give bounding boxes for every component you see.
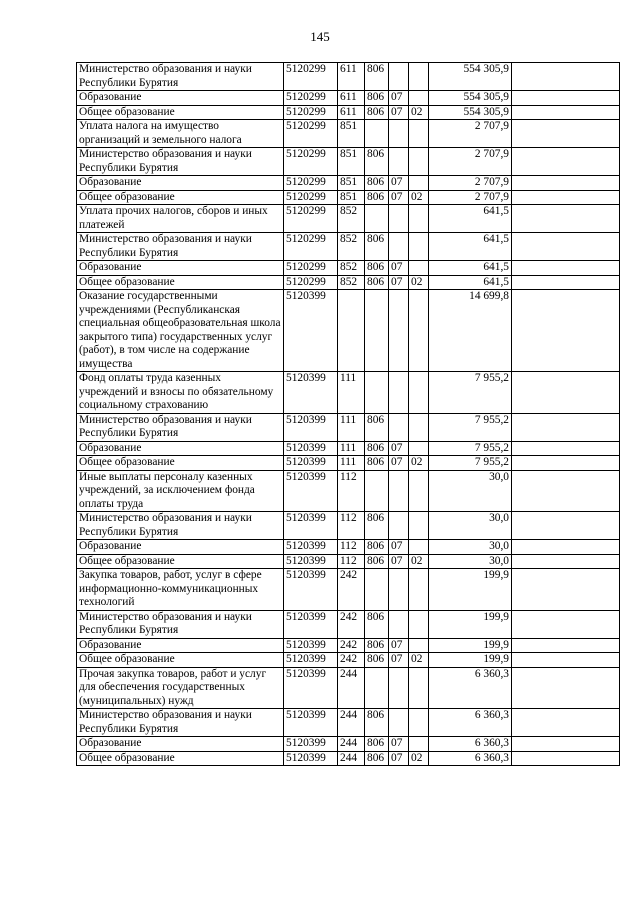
amount-cell: 2 707,9 <box>429 176 512 191</box>
section-cell <box>389 148 409 176</box>
subsection-cell <box>409 540 429 555</box>
section-cell <box>389 667 409 709</box>
department-code-cell <box>365 470 389 512</box>
amount-cell: 199,9 <box>429 653 512 668</box>
row-name-cell: Общее образование <box>77 554 284 569</box>
expense-type-cell: 852 <box>338 205 365 233</box>
row-name-cell: Общее образование <box>77 275 284 290</box>
target-article-cell: 5120299 <box>284 176 338 191</box>
amount-cell: 30,0 <box>429 470 512 512</box>
table-row <box>77 470 620 512</box>
amount-cell: 641,5 <box>429 233 512 261</box>
row-name-cell: Образование <box>77 176 284 191</box>
department-code-cell: 806 <box>365 653 389 668</box>
section-cell <box>389 610 409 638</box>
department-code-cell <box>365 569 389 611</box>
empty-cell <box>512 105 620 120</box>
subsection-cell <box>409 290 429 372</box>
amount-cell: 30,0 <box>429 512 512 540</box>
empty-cell <box>512 91 620 106</box>
table-row <box>77 667 620 709</box>
department-code-cell <box>365 290 389 372</box>
empty-cell <box>512 653 620 668</box>
department-code-cell: 806 <box>365 91 389 106</box>
department-code-cell: 806 <box>365 456 389 471</box>
amount-cell: 554 305,9 <box>429 105 512 120</box>
table-row <box>77 512 620 540</box>
row-name-cell: Прочая закупка товаров, работ и услуг для обеспечения государственных (муниципальных) нужд <box>77 667 284 709</box>
department-code-cell: 806 <box>365 751 389 766</box>
subsection-cell <box>409 512 429 540</box>
department-code-cell <box>365 120 389 148</box>
department-code-cell: 806 <box>365 610 389 638</box>
subsection-cell <box>409 569 429 611</box>
expense-type-cell: 852 <box>338 275 365 290</box>
target-article-cell: 5120299 <box>284 105 338 120</box>
subsection-cell <box>409 709 429 737</box>
row-name-cell: Министерство образования и науки Республики Бурятия <box>77 709 284 737</box>
empty-cell <box>512 372 620 414</box>
department-code-cell: 806 <box>365 540 389 555</box>
department-code-cell: 806 <box>365 63 389 91</box>
amount-cell: 7 955,2 <box>429 456 512 471</box>
row-name-cell: Образование <box>77 261 284 276</box>
table-row <box>77 190 620 205</box>
table-row <box>77 63 620 91</box>
section-cell <box>389 290 409 372</box>
table-row <box>77 610 620 638</box>
target-article-cell: 5120299 <box>284 275 338 290</box>
target-article-cell: 5120399 <box>284 610 338 638</box>
department-code-cell: 806 <box>365 261 389 276</box>
empty-cell <box>512 610 620 638</box>
expense-type-cell: 111 <box>338 413 365 441</box>
row-name-cell: Министерство образования и науки Республики Бурятия <box>77 233 284 261</box>
target-article-cell: 5120399 <box>284 540 338 555</box>
target-article-cell: 5120399 <box>284 667 338 709</box>
section-cell <box>389 63 409 91</box>
row-name-cell: Общее образование <box>77 653 284 668</box>
amount-cell: 554 305,9 <box>429 63 512 91</box>
expense-type-cell: 242 <box>338 653 365 668</box>
table-row <box>77 275 620 290</box>
expense-type-cell: 112 <box>338 470 365 512</box>
expense-type-cell: 851 <box>338 190 365 205</box>
table-row <box>77 737 620 752</box>
empty-cell <box>512 540 620 555</box>
target-article-cell: 5120399 <box>284 512 338 540</box>
amount-cell: 199,9 <box>429 610 512 638</box>
empty-cell <box>512 638 620 653</box>
department-code-cell <box>365 205 389 233</box>
table-row <box>77 176 620 191</box>
row-name-cell: Общее образование <box>77 456 284 471</box>
table-row <box>77 120 620 148</box>
expense-type-cell: 852 <box>338 261 365 276</box>
section-cell: 07 <box>389 261 409 276</box>
table-row <box>77 205 620 233</box>
section-cell <box>389 709 409 737</box>
table-row <box>77 261 620 276</box>
expense-type-cell: 244 <box>338 737 365 752</box>
target-article-cell: 5120399 <box>284 751 338 766</box>
expense-type-cell: 611 <box>338 91 365 106</box>
table-row <box>77 290 620 372</box>
row-name-cell: Иные выплаты персоналу казенных учреждений, за исключением фонда оплаты труда <box>77 470 284 512</box>
empty-cell <box>512 667 620 709</box>
department-code-cell: 806 <box>365 737 389 752</box>
table-row <box>77 441 620 456</box>
budget-table <box>76 62 620 766</box>
target-article-cell: 5120399 <box>284 372 338 414</box>
row-name-cell: Уплата налога на имущество организаций и земельного налога <box>77 120 284 148</box>
section-cell: 07 <box>389 91 409 106</box>
amount-cell: 7 955,2 <box>429 372 512 414</box>
section-cell <box>389 470 409 512</box>
subsection-cell: 02 <box>409 105 429 120</box>
expense-type-cell: 112 <box>338 540 365 555</box>
amount-cell: 6 360,3 <box>429 709 512 737</box>
target-article-cell: 5120299 <box>284 63 338 91</box>
department-code-cell: 806 <box>365 148 389 176</box>
department-code-cell <box>365 372 389 414</box>
subsection-cell <box>409 610 429 638</box>
row-name-cell: Образование <box>77 441 284 456</box>
amount-cell: 30,0 <box>429 540 512 555</box>
row-name-cell: Образование <box>77 737 284 752</box>
table-row <box>77 653 620 668</box>
amount-cell: 2 707,9 <box>429 120 512 148</box>
subsection-cell <box>409 176 429 191</box>
section-cell: 07 <box>389 751 409 766</box>
empty-cell <box>512 148 620 176</box>
target-article-cell: 5120399 <box>284 290 338 372</box>
expense-type-cell: 244 <box>338 667 365 709</box>
target-article-cell: 5120399 <box>284 709 338 737</box>
target-article-cell: 5120399 <box>284 737 338 752</box>
table-row <box>77 372 620 414</box>
expense-type-cell: 242 <box>338 569 365 611</box>
section-cell <box>389 120 409 148</box>
subsection-cell: 02 <box>409 554 429 569</box>
amount-cell: 6 360,3 <box>429 751 512 766</box>
section-cell: 07 <box>389 554 409 569</box>
section-cell: 07 <box>389 190 409 205</box>
amount-cell: 7 955,2 <box>429 413 512 441</box>
amount-cell: 641,5 <box>429 275 512 290</box>
section-cell <box>389 205 409 233</box>
empty-cell <box>512 120 620 148</box>
target-article-cell: 5120299 <box>284 120 338 148</box>
section-cell <box>389 372 409 414</box>
row-name-cell: Образование <box>77 638 284 653</box>
subsection-cell <box>409 120 429 148</box>
target-article-cell: 5120299 <box>284 148 338 176</box>
target-article-cell: 5120299 <box>284 205 338 233</box>
row-name-cell: Министерство образования и науки Республики Бурятия <box>77 148 284 176</box>
section-cell: 07 <box>389 456 409 471</box>
subsection-cell: 02 <box>409 653 429 668</box>
row-name-cell: Министерство образования и науки Республики Бурятия <box>77 413 284 441</box>
department-code-cell: 806 <box>365 233 389 261</box>
expense-type-cell: 244 <box>338 709 365 737</box>
empty-cell <box>512 441 620 456</box>
row-name-cell: Общее образование <box>77 105 284 120</box>
subsection-cell <box>409 638 429 653</box>
subsection-cell <box>409 148 429 176</box>
target-article-cell: 5120299 <box>284 91 338 106</box>
empty-cell <box>512 190 620 205</box>
empty-cell <box>512 176 620 191</box>
row-name-cell: Министерство образования и науки Республики Бурятия <box>77 63 284 91</box>
empty-cell <box>512 737 620 752</box>
table-row <box>77 638 620 653</box>
section-cell: 07 <box>389 653 409 668</box>
expense-type-cell: 112 <box>338 512 365 540</box>
row-name-cell: Образование <box>77 91 284 106</box>
target-article-cell: 5120399 <box>284 569 338 611</box>
target-article-cell: 5120399 <box>284 413 338 441</box>
table-row <box>77 540 620 555</box>
empty-cell <box>512 512 620 540</box>
empty-cell <box>512 290 620 372</box>
amount-cell: 14 699,8 <box>429 290 512 372</box>
expense-type-cell: 851 <box>338 176 365 191</box>
subsection-cell: 02 <box>409 190 429 205</box>
department-code-cell: 806 <box>365 413 389 441</box>
section-cell: 07 <box>389 638 409 653</box>
section-cell: 07 <box>389 105 409 120</box>
amount-cell: 2 707,9 <box>429 148 512 176</box>
empty-cell <box>512 569 620 611</box>
subsection-cell <box>409 441 429 456</box>
section-cell <box>389 233 409 261</box>
empty-cell <box>512 470 620 512</box>
target-article-cell: 5120399 <box>284 470 338 512</box>
amount-cell: 199,9 <box>429 638 512 653</box>
target-article-cell: 5120399 <box>284 554 338 569</box>
row-name-cell: Министерство образования и науки Республики Бурятия <box>77 610 284 638</box>
subsection-cell <box>409 372 429 414</box>
department-code-cell: 806 <box>365 176 389 191</box>
department-code-cell: 806 <box>365 275 389 290</box>
row-name-cell: Оказание государственными учреждениями (Республиканская специальная общеобразовательная школа закрытого типа) государственных услуг (работ), в том числе на содержание имущества <box>77 290 284 372</box>
department-code-cell: 806 <box>365 441 389 456</box>
table-row <box>77 569 620 611</box>
target-article-cell: 5120299 <box>284 233 338 261</box>
expense-type-cell: 112 <box>338 554 365 569</box>
expense-type-cell: 611 <box>338 63 365 91</box>
expense-type-cell: 851 <box>338 148 365 176</box>
section-cell: 07 <box>389 176 409 191</box>
department-code-cell: 806 <box>365 709 389 737</box>
amount-cell: 199,9 <box>429 569 512 611</box>
expense-type-cell: 852 <box>338 233 365 261</box>
subsection-cell: 02 <box>409 275 429 290</box>
empty-cell <box>512 456 620 471</box>
subsection-cell <box>409 63 429 91</box>
subsection-cell: 02 <box>409 456 429 471</box>
department-code-cell: 806 <box>365 638 389 653</box>
row-name-cell: Фонд оплаты труда казенных учреждений и взносы по обязательному социальному страхованию <box>77 372 284 414</box>
expense-type-cell: 244 <box>338 751 365 766</box>
empty-cell <box>512 261 620 276</box>
table-row <box>77 148 620 176</box>
target-article-cell: 5120299 <box>284 261 338 276</box>
expense-type-cell: 851 <box>338 120 365 148</box>
subsection-cell: 02 <box>409 751 429 766</box>
empty-cell <box>512 233 620 261</box>
subsection-cell <box>409 413 429 441</box>
section-cell: 07 <box>389 275 409 290</box>
table-row <box>77 554 620 569</box>
table-row <box>77 105 620 120</box>
row-name-cell: Министерство образования и науки Республики Бурятия <box>77 512 284 540</box>
empty-cell <box>512 275 620 290</box>
amount-cell: 641,5 <box>429 261 512 276</box>
expense-type-cell: 111 <box>338 441 365 456</box>
empty-cell <box>512 709 620 737</box>
amount-cell: 554 305,9 <box>429 91 512 106</box>
department-code-cell: 806 <box>365 190 389 205</box>
subsection-cell <box>409 205 429 233</box>
section-cell <box>389 413 409 441</box>
amount-cell: 6 360,3 <box>429 737 512 752</box>
department-code-cell <box>365 667 389 709</box>
empty-cell <box>512 63 620 91</box>
row-name-cell: Закупка товаров, работ, услуг в сфере информационно-коммуникационных технологий <box>77 569 284 611</box>
table-row <box>77 91 620 106</box>
target-article-cell: 5120399 <box>284 653 338 668</box>
row-name-cell: Общее образование <box>77 190 284 205</box>
amount-cell: 641,5 <box>429 205 512 233</box>
section-cell <box>389 512 409 540</box>
expense-type-cell: 611 <box>338 105 365 120</box>
department-code-cell: 806 <box>365 554 389 569</box>
amount-cell: 6 360,3 <box>429 667 512 709</box>
row-name-cell: Образование <box>77 540 284 555</box>
table-row <box>77 751 620 766</box>
empty-cell <box>512 751 620 766</box>
section-cell: 07 <box>389 737 409 752</box>
expense-type-cell: 111 <box>338 456 365 471</box>
amount-cell: 30,0 <box>429 554 512 569</box>
empty-cell <box>512 413 620 441</box>
section-cell: 07 <box>389 441 409 456</box>
row-name-cell: Общее образование <box>77 751 284 766</box>
expense-type-cell: 242 <box>338 638 365 653</box>
subsection-cell <box>409 470 429 512</box>
amount-cell: 2 707,9 <box>429 190 512 205</box>
department-code-cell: 806 <box>365 512 389 540</box>
target-article-cell: 5120399 <box>284 441 338 456</box>
expense-type-cell <box>338 290 365 372</box>
target-article-cell: 5120399 <box>284 456 338 471</box>
table-row <box>77 709 620 737</box>
subsection-cell <box>409 261 429 276</box>
expense-type-cell: 242 <box>338 610 365 638</box>
subsection-cell <box>409 667 429 709</box>
empty-cell <box>512 554 620 569</box>
section-cell <box>389 569 409 611</box>
page-number: 145 <box>310 29 330 44</box>
target-article-cell: 5120399 <box>284 638 338 653</box>
department-code-cell: 806 <box>365 105 389 120</box>
table-row <box>77 456 620 471</box>
subsection-cell <box>409 233 429 261</box>
section-cell: 07 <box>389 540 409 555</box>
expense-type-cell: 111 <box>338 372 365 414</box>
subsection-cell <box>409 737 429 752</box>
table-row <box>77 413 620 441</box>
row-name-cell: Уплата прочих налогов, сборов и иных платежей <box>77 205 284 233</box>
empty-cell <box>512 205 620 233</box>
target-article-cell: 5120299 <box>284 190 338 205</box>
amount-cell: 7 955,2 <box>429 441 512 456</box>
subsection-cell <box>409 91 429 106</box>
table-row <box>77 233 620 261</box>
